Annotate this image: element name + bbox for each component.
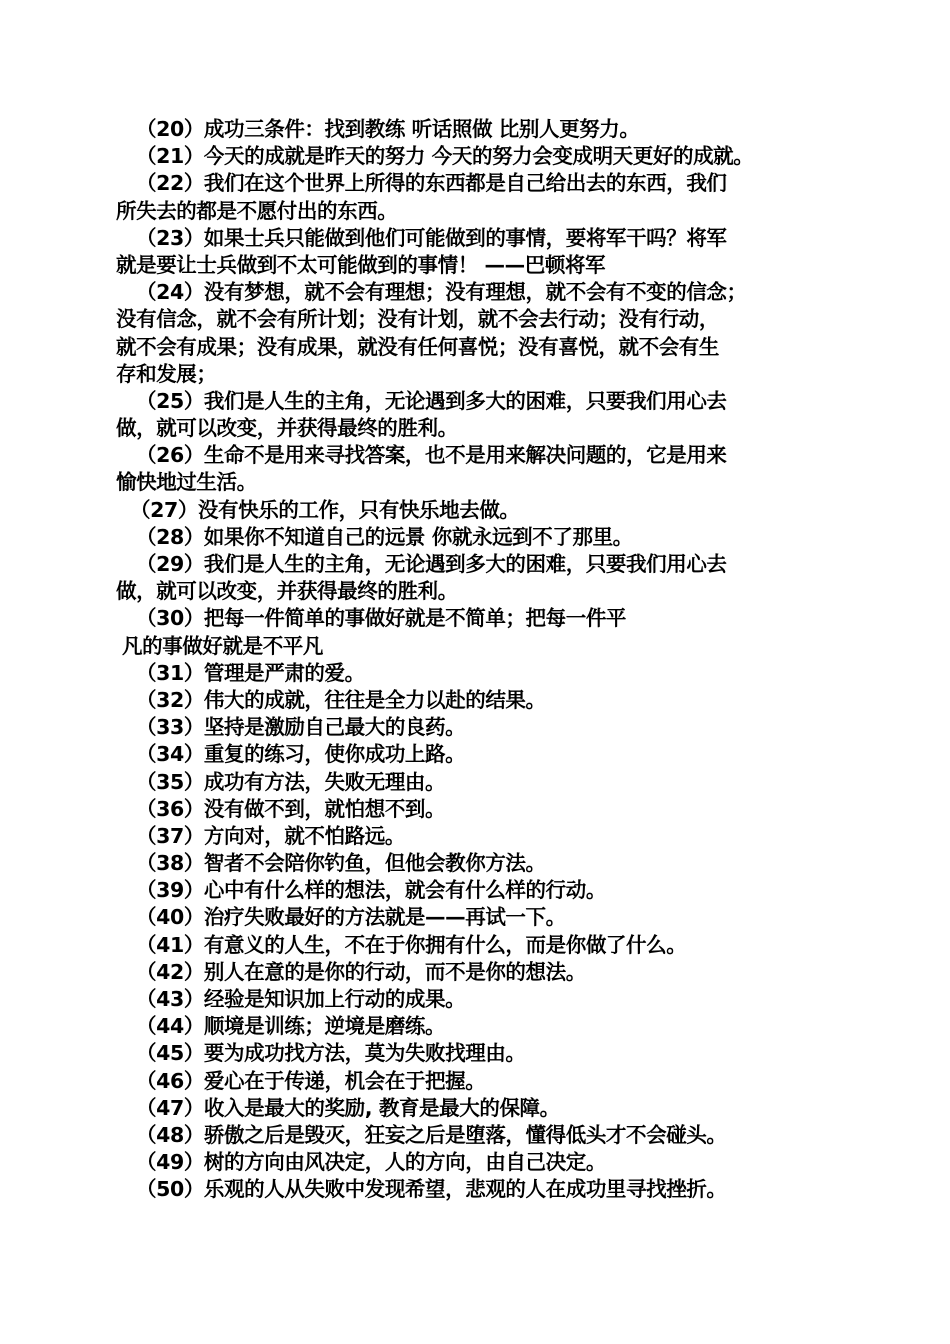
quote-37: （37）方向对，就不怕路远。: [136, 823, 405, 848]
quote-21: （21）今天的成就是昨天的努力 今天的努力会变成明天更好的成就。: [136, 144, 754, 169]
quote-26: （26）生命不是用来寻找答案，也不是用来解决问题的，它是用来: [136, 443, 727, 468]
quote-34: （34）重复的练习，使你成功上路。: [136, 742, 466, 767]
quote-26-continued: 愉快地过生活。: [116, 470, 257, 495]
quote-30-continued: 凡的事做好就是不平凡: [122, 633, 323, 658]
quote-48: （48）骄傲之后是毁灭，狂妄之后是堕落，懂得低头才不会碰头。: [136, 1122, 727, 1147]
quote-24-continued-3: 存和发展；: [116, 361, 217, 386]
quote-20: （20）成功三条件：找到教练 听话照做 比别人更努力。: [136, 117, 640, 141]
quote-43: （43）经验是知识加上行动的成果。: [136, 987, 466, 1011]
quote-39: （39）心中有什么样的想法，就会有什么样的行动。: [136, 878, 606, 903]
quote-list: [116, 116, 846, 1204]
quote-36: （36）没有做不到，就怕想不到。: [136, 796, 446, 821]
quote-44: （44）顺境是训练；逆境是磨练。: [136, 1014, 446, 1039]
quote-46: （46）爱心在于传递，机会在于把握。: [136, 1068, 486, 1093]
quote-33: （33）坚持是激励自己最大的良药。: [136, 715, 466, 740]
quote-23: （23）如果士兵只能做到他们可能做到的事情，要将军干吗？将军: [136, 225, 727, 250]
quote-30: （30）把每一件简单的事做好就是不简单；把每一件平: [136, 606, 627, 631]
quote-32: （32）伟大的成就，往往是全力以赴的结果。: [136, 687, 546, 712]
quote-25-continued: 做，就可以改变，并获得最终的胜利。: [116, 416, 458, 441]
quote-31: （31）管理是严肃的爱。: [136, 660, 365, 685]
quote-29: （29）我们是人生的主角，无论遇到多大的困难，只要我们用心去: [136, 552, 727, 576]
quote-50: （50）乐观的人从失败中发现希望，悲观的人在成功里寻找挫折。: [136, 1177, 727, 1202]
quote-25: （25）我们是人生的主角，无论遇到多大的困难，只要我们用心去: [136, 388, 727, 413]
quote-41: （41）有意义的人生，不在于你拥有什么，而是你做了什么。: [136, 932, 687, 957]
quote-24-continued-1: 没有信念，就不会有所计划；没有计划，就不会去行动；没有行动，: [116, 307, 719, 332]
quote-42: （42）别人在意的是你的行动，而不是你的想法。: [136, 959, 586, 984]
quote-38: （38）智者不会陪你钓鱼，但他会教你方法。: [136, 851, 546, 876]
quote-23-continued: 就是要让士兵做到不太可能做到的事情！ ——巴顿将军: [116, 252, 606, 277]
quote-40: （40）治疗失败最好的方法就是——再试一下。: [136, 905, 566, 930]
quote-49: （49）树的方向由风决定，人的方向，由自己决定。: [136, 1150, 606, 1175]
quote-27: （27）没有快乐的工作，只有快乐地去做。: [130, 497, 520, 522]
quote-45: （45）要为成功找方法，莫为失败找理由。: [136, 1041, 526, 1066]
quote-24: （24）没有梦想，就不会有理想；没有理想，就不会有不变的信念；: [136, 280, 747, 305]
quote-22: （22）我们在这个世界上所得的东西都是自己给出去的东西，我们: [136, 171, 727, 196]
quote-47: （47）收入是最大的奖励, 教育是最大的保障。: [136, 1095, 560, 1120]
quote-28: （28）如果你不知道自己的远景 你就永远到不了那里。: [136, 524, 633, 549]
quote-29-continued: 做，就可以改变，并获得最终的胜利。: [116, 579, 458, 604]
quote-24-continued-2: 就不会有成果；没有成果，就没有任何喜悦；没有喜悦，就不会有生: [116, 334, 719, 359]
quote-22-continued: 所失去的都是不愿付出的东西。: [116, 198, 398, 223]
quote-35: （35）成功有方法，失败无理由。: [136, 769, 446, 794]
